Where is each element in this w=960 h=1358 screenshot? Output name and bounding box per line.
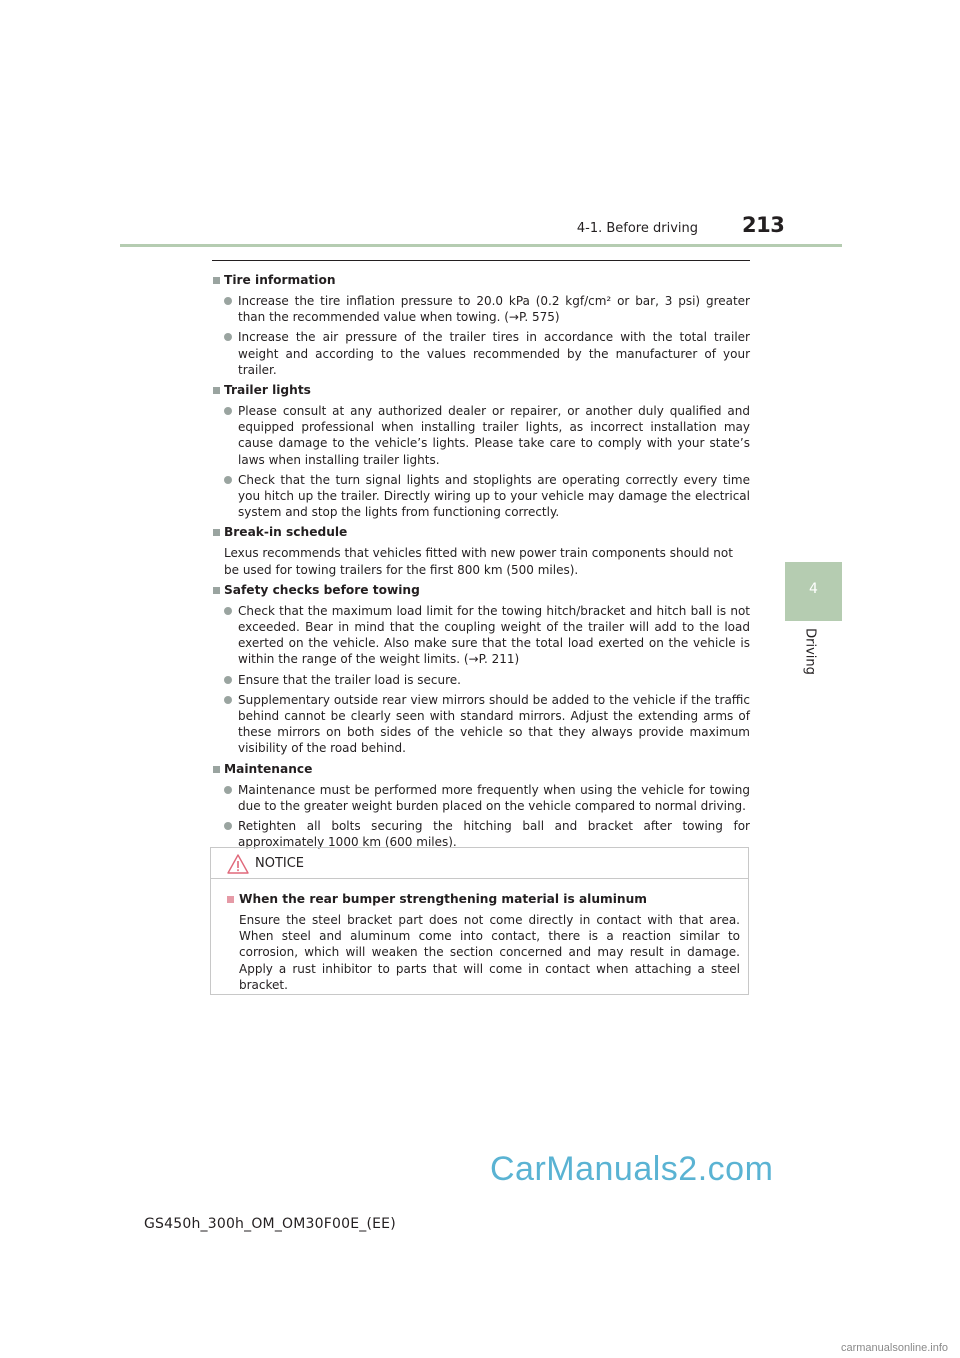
bullet-dot-icon <box>224 696 232 704</box>
bullet-item: Please consult at any authorized dealer or repairer, or another duly qualified and equipped professional when installing trailer lights, as incorrect installation may cause damage to the vehicle’s lights. Please take care to comply with your state’s laws when installing trailer lights. <box>212 403 750 468</box>
section-heading: Safety checks before towing <box>212 582 750 599</box>
notice-body <box>211 879 748 993</box>
page-number: 213 <box>742 213 785 237</box>
footer-code: GS450h_300h_OM_OM30F00E_(EE) <box>144 1216 396 1232</box>
bullet-dot-icon <box>224 297 232 305</box>
watermark-corner[interactable]: carmanualsonline.info <box>840 1342 948 1354</box>
bullet-item: Increase the tire inflation pressure to 20.0 kPa (0.2 kgf/cm² or bar, 3 psi) greater than the recommended value when towing. (→P. 575) <box>212 293 750 325</box>
notice-label: NOTICE <box>255 856 305 871</box>
notice-header <box>211 848 748 879</box>
bullet-item: Retighten all bolts securing the hitching ball and bracket after towing for approximately 1000 km (600 miles). <box>212 818 750 850</box>
section-heading: Break-in schedule <box>212 524 750 541</box>
section-break-in-schedule <box>212 524 750 577</box>
bullet-item: Check that the maximum load limit for the towing hitch/bracket and hitch ball is not exceeded. Bear in mind that the coupling weight of the trailer will add to the load exerted on the vehicle. Also make sure that the total load exerted on the vehicle is within the range of the weight limits. (→P. 211) <box>212 603 750 668</box>
notice-box <box>210 847 749 995</box>
section-tire-information <box>212 272 750 378</box>
bullet-dot-icon <box>224 822 232 830</box>
section-title: 4-1. Before driving <box>576 221 698 236</box>
notice-title: When the rear bumper strengthening material is aluminum <box>227 891 740 908</box>
main-content <box>212 268 750 850</box>
bullet-dot-icon <box>224 676 232 684</box>
bullet-item: Ensure that the trailer load is secure. <box>212 672 750 688</box>
bullet-item: Supplementary outside rear view mirrors should be added to the vehicle if the traffic behind cannot be clearly seen with standard mirrors. Adjust the extending arms of these mirrors on both sides of the vehicle so that they always provide maximum visibility of the road behind. <box>212 692 750 757</box>
content-rule <box>212 260 750 261</box>
section-heading: Tire information <box>212 272 750 289</box>
section-heading: Maintenance <box>212 761 750 778</box>
chapter-tab[interactable] <box>785 562 842 621</box>
bullet-item: Check that the turn signal lights and stoplights are operating correctly every time you hitch up the trailer. Directly wiring up to your vehicle may damage the electrical system and stop the lights from functioning correctly. <box>212 472 750 521</box>
chapter-number: 4 <box>809 581 818 597</box>
bullet-dot-icon <box>224 333 232 341</box>
bullet-dot-icon <box>224 407 232 415</box>
section-safety-checks <box>212 582 750 757</box>
watermark-logo[interactable]: CarManuals2.com <box>490 1150 774 1188</box>
section-heading: Trailer lights <box>212 382 750 399</box>
bullet-dot-icon <box>224 476 232 484</box>
chapter-label-container <box>800 630 820 680</box>
section-trailer-lights <box>212 382 750 520</box>
section-text: Lexus recommends that vehicles fitted with new power train components should not be used for towing trailers for the first 800 km (500 miles). <box>224 546 733 577</box>
bullet-dot-icon <box>224 607 232 615</box>
chapter-label: Driving <box>802 628 818 675</box>
bullet-item: Increase the air pressure of the trailer tires in accordance with the total trailer weight and according to the values recommended by the manufacturer of your trailer. <box>212 329 750 378</box>
bullet-item: Maintenance must be performed more frequently when using the vehicle for towing due to the greater weight burden placed on the vehicle compared to normal driving. <box>212 782 750 814</box>
bullet-dot-icon <box>224 786 232 794</box>
warning-triangle-icon <box>227 854 249 874</box>
section-maintenance <box>212 761 750 851</box>
notice-text: Ensure the steel bracket part does not come directly in contact with that area. When steel and aluminum come into contact, there is a reaction similar to corrosion, which will weaken the section concerned and may result in damage. Apply a rust inhibitor to parts that will come in contact when attaching a steel bracket. <box>239 913 740 992</box>
header-rule <box>120 244 842 247</box>
